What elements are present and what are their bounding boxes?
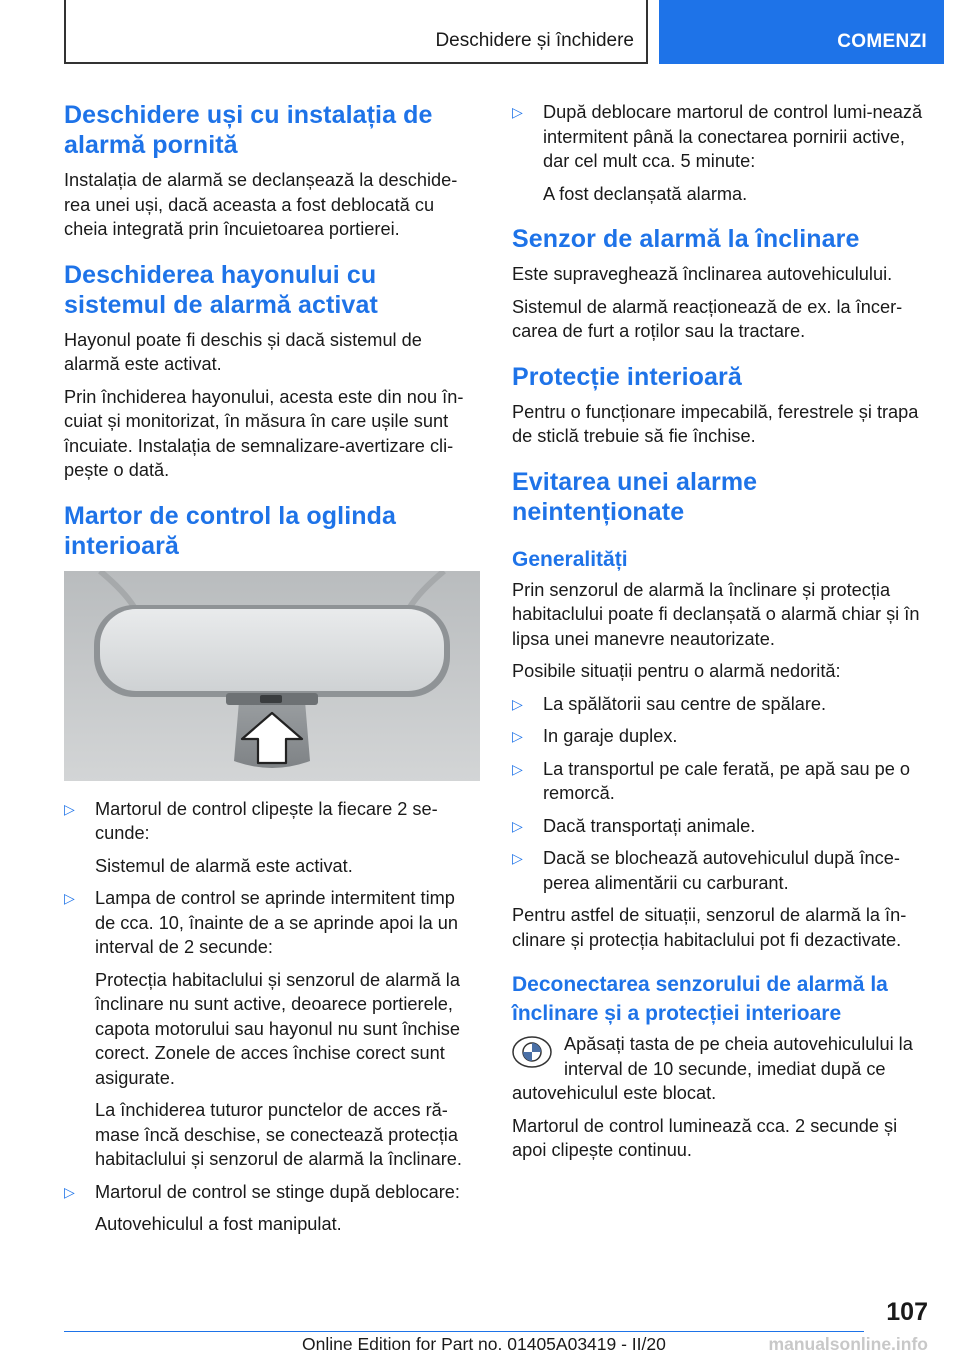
list-item-detail: Sistemul de alarmă este activat. bbox=[95, 855, 353, 876]
heading-tilt-sensor: Senzor de alarmă la înclinare bbox=[512, 225, 860, 253]
paragraph: Hayonul poate fi deschis și dacă sistemul de alarmă este activat. bbox=[64, 329, 422, 374]
right-column bbox=[512, 100, 928, 1171]
footer-divider bbox=[64, 1331, 864, 1332]
triangle-bullet-icon: ▷ bbox=[512, 817, 523, 834]
key-instruction: Apăsați tasta de pe cheia autovehiculului la interval de 10 secunde, imediat după ce autovehiculul este blocat. bbox=[512, 1034, 913, 1103]
key-button-icon bbox=[512, 1036, 552, 1068]
subheading-disable-sensor: Deconectarea senzorului de alarmă la înclinare și a protecției interioare bbox=[512, 973, 888, 1025]
heading-interior-protection: Protecție interioară bbox=[512, 362, 742, 391]
paragraph: Martorul de control luminează cca. 2 secunde și apoi clipește continuu. bbox=[512, 1115, 898, 1160]
paragraph: Instalația de alarmă se declanșează la deschide-rea unei uși, dacă aceasta a fost deblocată cu cheia integrată prin încuietoarea portierei. bbox=[64, 170, 458, 239]
triangle-bullet-icon: ▷ bbox=[512, 850, 523, 866]
list-item: ▷ Dacă se blochează autovehiculul după înce-perea alimentării cu carburant. bbox=[512, 848, 900, 893]
list-item-detail: Autovehiculul a fost manipulat. bbox=[95, 1214, 342, 1234]
subheading-general: Generalități bbox=[512, 547, 628, 571]
triangle-bullet-icon: ▷ bbox=[512, 104, 523, 120]
paragraph: Pentru o funcționare impecabilă, ferestrele și trapa de sticlă trebuie să fie închise. bbox=[512, 401, 919, 446]
header-chapter-box bbox=[64, 0, 648, 64]
list-item: ▷ Dacă transportați animale. bbox=[512, 814, 928, 839]
list-item-detail: A fost declanșată alarma. bbox=[543, 183, 748, 204]
list-item-detail: La închiderea tuturor punctelor de acces ră-mase încă deschise, se conectează protecția habitaclului și senzorul de alarmă la înclinare. bbox=[95, 1100, 462, 1169]
triangle-bullet-icon: ▷ bbox=[64, 890, 75, 906]
heading-avoid-false-alarm: Evitarea unei alarme neintenționate bbox=[512, 467, 758, 526]
left-column bbox=[64, 100, 480, 1245]
list-item: ▷ Lampa de control se aprinde intermitent timp de cca. 10, înainte de a se aprinde apoi la un interval de 2 secunde: bbox=[64, 888, 459, 957]
list-item: ▷ In garaje duplex. bbox=[512, 724, 928, 749]
paragraph: Este supraveghează înclinarea autovehiculului. bbox=[512, 264, 893, 284]
paragraph: Sistemul de alarmă reacționează de ex. la încer-carea de furt a roților sau la tractare. bbox=[512, 296, 903, 341]
list-item: ▷ La spălătorii sau centre de spălare. bbox=[512, 692, 928, 717]
rearview-mirror-illustration bbox=[64, 571, 480, 781]
heading-door-alarm: Deschidere uși cu instalația de alarmă pornită bbox=[64, 101, 433, 159]
triangle-bullet-icon: ▷ bbox=[512, 760, 523, 777]
list-item: ▷ Martorul de control clipește la fiecare 2 se-cunde: bbox=[64, 798, 438, 843]
paragraph: Prin închiderea hayonului, acesta este din nou în-cuiat și monitorizat, în măsura în care ușile sunt încuiate. Instalația de semnalizare-avertizare cli-pește o dată. bbox=[64, 386, 464, 480]
footer-edition: Online Edition for Part no. 01405A03419 - II/20 bbox=[302, 1334, 666, 1354]
triangle-bullet-icon: ▷ bbox=[64, 800, 75, 817]
page-number: 107 bbox=[886, 1298, 928, 1326]
triangle-bullet-icon: ▷ bbox=[64, 1183, 75, 1200]
footer-watermark: manualsonline.info bbox=[768, 1334, 928, 1354]
list-item-detail: Protecția habitaclului și senzorul de alarmă la înclinare nu sunt active, deoarece portierele, capota motorului sau hayonul nu sunt închise corect. Zonele de acces închise corect sunt asigurate. bbox=[95, 969, 460, 1088]
paragraph: Pentru astfel de situații, senzorul de alarmă la în-clinare și protecția habitaclului pot fi dezactivate. bbox=[512, 905, 907, 950]
heading-mirror-indicator: Martor de control la oglinda interioară bbox=[64, 501, 396, 560]
triangle-bullet-icon: ▷ bbox=[512, 695, 523, 712]
heading-tailgate-alarm: Deschiderea hayonului cu sistemul de alarmă activat bbox=[64, 260, 378, 319]
chapter-title: Deschidere și închidere bbox=[435, 30, 634, 51]
header-section-tab bbox=[659, 0, 944, 64]
paragraph: Prin senzorul de alarmă la înclinare și protecția habitaclului poate fi declanșată o alarmă chiar și în lipsa unei manevre neautorizate. bbox=[512, 579, 920, 649]
section-label: COMENZI bbox=[837, 31, 927, 52]
list-item: ▷ După deblocare martorul de control lumi-nează intermitent până la conectarea pornirii active, dar cel mult cca. 5 minute: bbox=[512, 102, 923, 171]
triangle-bullet-icon: ▷ bbox=[512, 728, 523, 744]
paragraph: Posibile situații pentru o alarmă nedorită: bbox=[512, 661, 841, 681]
list-item: ▷ La transportul pe cale ferată, pe apă sau pe o remorcă. bbox=[512, 758, 911, 803]
list-item: ▷ Martorul de control se stinge după deblocare: bbox=[64, 1180, 480, 1205]
